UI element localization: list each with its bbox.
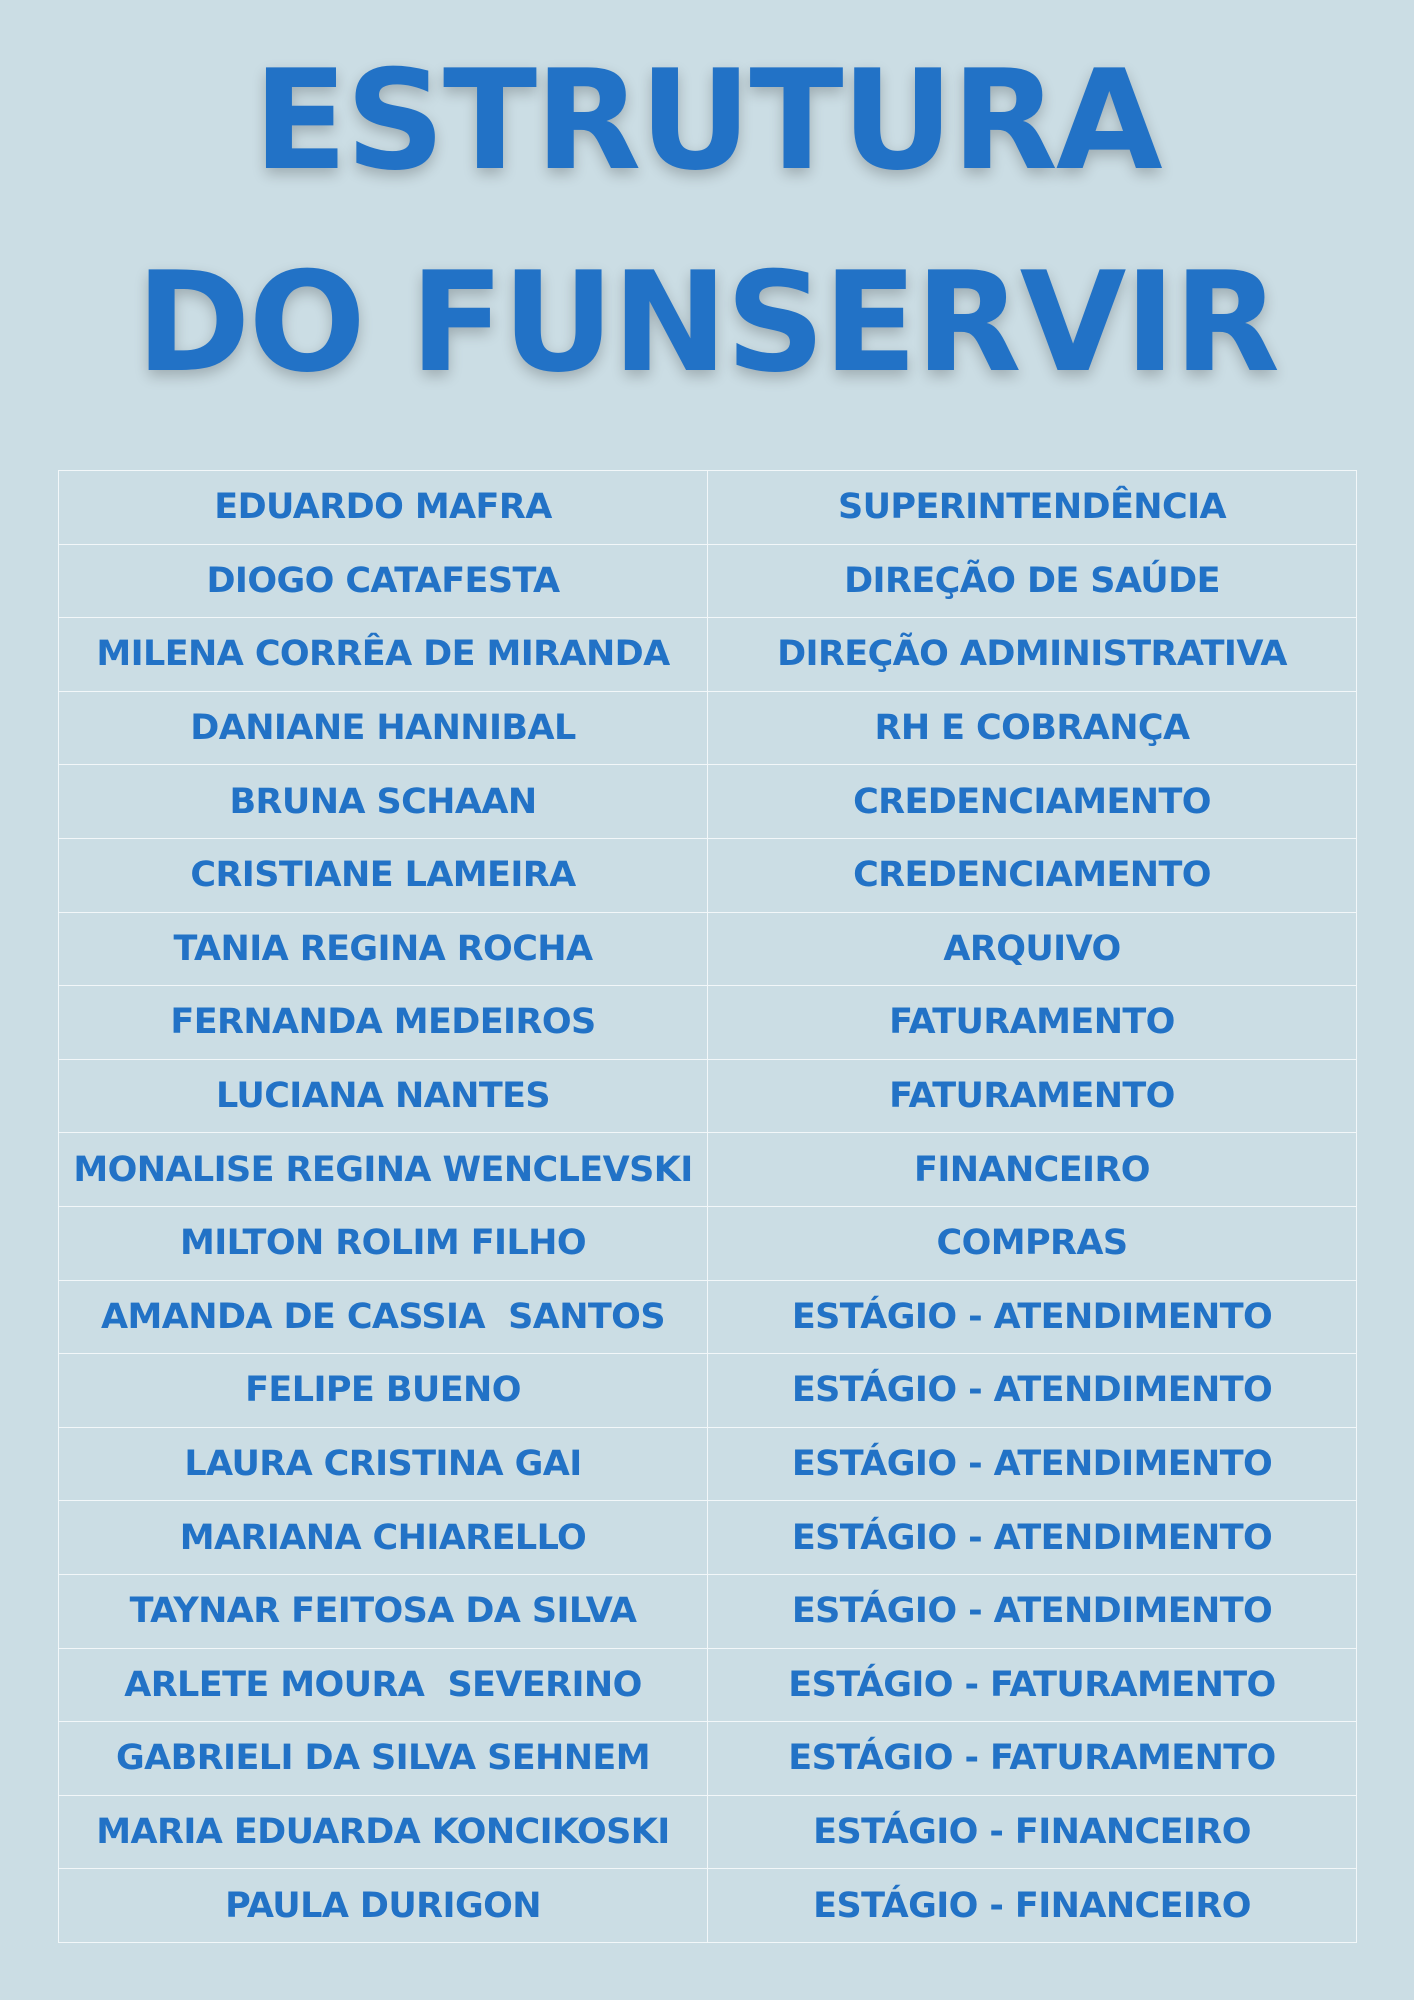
- department-cell: FATURAMENTO: [708, 1059, 1357, 1133]
- table-row: [59, 1354, 1357, 1428]
- staff-name-cell: PAULA DURIGON: [59, 1869, 708, 1943]
- department-cell: ESTÁGIO - ATENDIMENTO: [708, 1427, 1357, 1501]
- department-cell: DIREÇÃO ADMINISTRATIVA: [708, 618, 1357, 692]
- staff-name-cell: FELIPE BUENO: [59, 1354, 708, 1428]
- staff-name-cell: LUCIANA NANTES: [59, 1059, 708, 1133]
- staff-name-cell: CRISTIANE LAMEIRA: [59, 838, 708, 912]
- staff-name-cell: DIOGO CATAFESTA: [59, 544, 708, 618]
- table-row: [59, 1648, 1357, 1722]
- department-cell: DIREÇÃO DE SAÚDE: [708, 544, 1357, 618]
- department-cell: ESTÁGIO - FATURAMENTO: [708, 1648, 1357, 1722]
- department-cell: CREDENCIAMENTO: [708, 838, 1357, 912]
- department-cell: ESTÁGIO - FINANCEIRO: [708, 1795, 1357, 1869]
- table-row: [59, 1501, 1357, 1575]
- table-row: [59, 1869, 1357, 1943]
- department-cell: FINANCEIRO: [708, 1133, 1357, 1207]
- table-row: [59, 1722, 1357, 1796]
- table-row: [59, 986, 1357, 1060]
- table-row: [59, 618, 1357, 692]
- department-cell: RH E COBRANÇA: [708, 691, 1357, 765]
- table-row: [59, 471, 1357, 545]
- table-row: [59, 691, 1357, 765]
- table-row: [59, 912, 1357, 986]
- staff-name-cell: MARIA EDUARDA KONCIKOSKI: [59, 1795, 708, 1869]
- staff-name-cell: MILENA CORRÊA DE MIRANDA: [59, 618, 708, 692]
- table-row: [59, 838, 1357, 912]
- department-cell: COMPRAS: [708, 1206, 1357, 1280]
- staff-table: [58, 470, 1357, 1943]
- page-title-line-1: ESTRUTURA: [253, 40, 1161, 201]
- staff-name-cell: TAYNAR FEITOSA DA SILVA: [59, 1574, 708, 1648]
- department-cell: ESTÁGIO - ATENDIMENTO: [708, 1354, 1357, 1428]
- staff-name-cell: GABRIELI DA SILVA SEHNEM: [59, 1722, 708, 1796]
- table-row: [59, 1427, 1357, 1501]
- department-cell: SUPERINTENDÊNCIA: [708, 471, 1357, 545]
- staff-name-cell: BRUNA SCHAAN: [59, 765, 708, 839]
- staff-name-cell: MARIANA CHIARELLO: [59, 1501, 708, 1575]
- table-row: [59, 1133, 1357, 1207]
- department-cell: ARQUIVO: [708, 912, 1357, 986]
- staff-name-cell: MILTON ROLIM FILHO: [59, 1206, 708, 1280]
- department-cell: ESTÁGIO - FINANCEIRO: [708, 1869, 1357, 1943]
- staff-table-body: [59, 471, 1357, 1943]
- table-row: [59, 1280, 1357, 1354]
- staff-name-cell: LAURA CRISTINA GAI: [59, 1427, 708, 1501]
- staff-name-cell: ARLETE MOURA SEVERINO: [59, 1648, 708, 1722]
- staff-name-cell: AMANDA DE CASSIA SANTOS: [59, 1280, 708, 1354]
- table-row: [59, 544, 1357, 618]
- staff-name-cell: DANIANE HANNIBAL: [59, 691, 708, 765]
- page-title-line-2: DO FUNSERVIR: [135, 242, 1279, 403]
- department-cell: ESTÁGIO - FATURAMENTO: [708, 1722, 1357, 1796]
- staff-name-cell: FERNANDA MEDEIROS: [59, 986, 708, 1060]
- table-row: [59, 1574, 1357, 1648]
- department-cell: CREDENCIAMENTO: [708, 765, 1357, 839]
- department-cell: ESTÁGIO - ATENDIMENTO: [708, 1574, 1357, 1648]
- table-row: [59, 1059, 1357, 1133]
- department-cell: FATURAMENTO: [708, 986, 1357, 1060]
- staff-name-cell: TANIA REGINA ROCHA: [59, 912, 708, 986]
- table-row: [59, 765, 1357, 839]
- staff-name-cell: MONALISE REGINA WENCLEVSKI: [59, 1133, 708, 1207]
- department-cell: ESTÁGIO - ATENDIMENTO: [708, 1280, 1357, 1354]
- table-row: [59, 1206, 1357, 1280]
- department-cell: ESTÁGIO - ATENDIMENTO: [708, 1501, 1357, 1575]
- staff-name-cell: EDUARDO MAFRA: [59, 471, 708, 545]
- table-row: [59, 1795, 1357, 1869]
